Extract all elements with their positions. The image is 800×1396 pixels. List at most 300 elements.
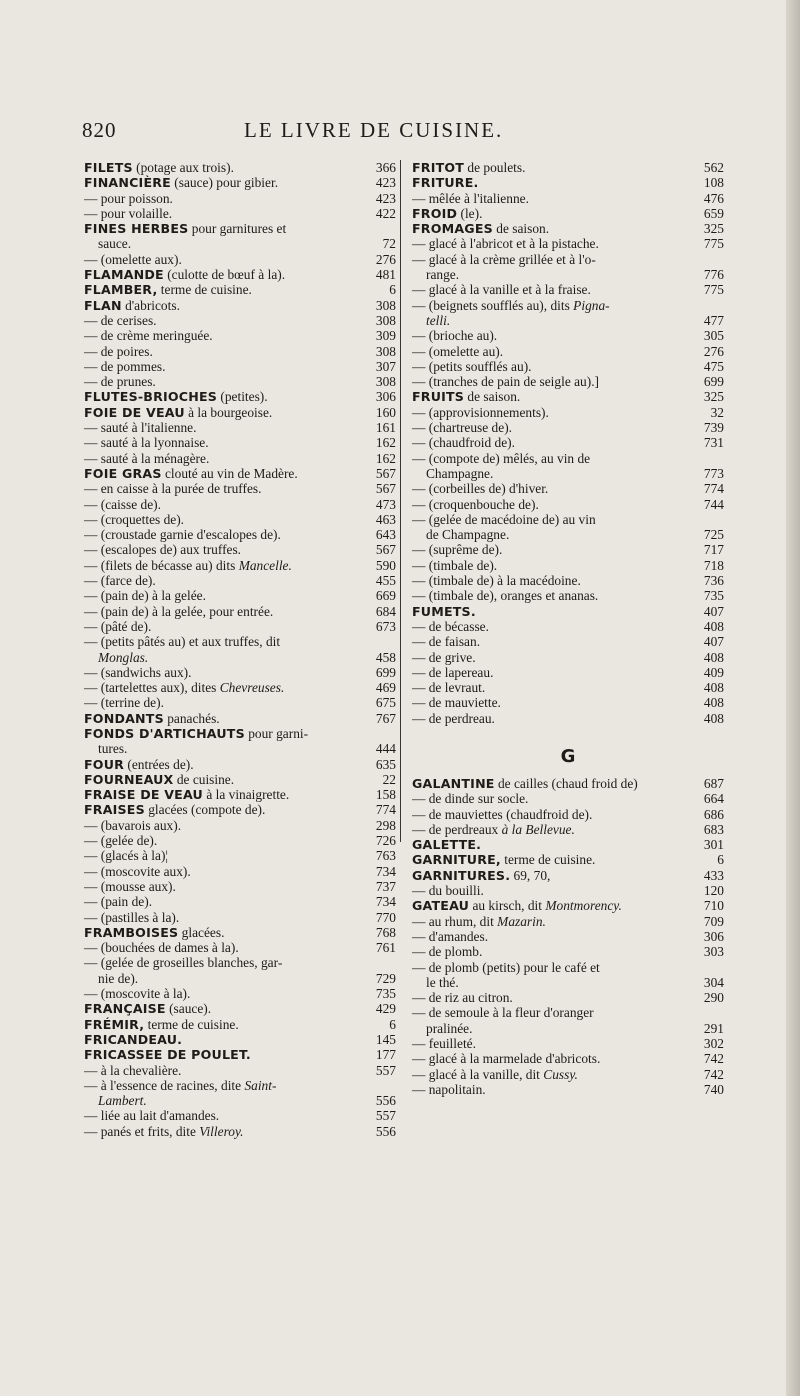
entry-text — [412, 852, 694, 867]
entry-text — [84, 252, 366, 267]
entry-text — [84, 267, 366, 282]
entry-italic-name: telli. — [426, 312, 451, 328]
entry-italic-name: Mazarin. — [497, 913, 546, 929]
entry-text — [84, 1078, 366, 1093]
entry-text — [412, 435, 694, 450]
entry-description: terme de cuisine. — [157, 282, 252, 298]
page-header — [0, 118, 800, 148]
entry-page-number: 736 — [703, 573, 724, 589]
entry-description: — (moscovite aux). — [84, 863, 191, 879]
entry-description: — glacé à la vanille, dit — [412, 1066, 544, 1082]
index-entry — [84, 619, 396, 634]
entry-description: — (pain de) à la gelée. — [84, 588, 206, 604]
entry-text — [412, 466, 694, 481]
index-entry — [84, 466, 396, 481]
entry-description: — (pâté de). — [84, 618, 152, 634]
entry-text — [412, 588, 694, 603]
index-entry — [412, 175, 724, 190]
entry-text — [84, 695, 366, 710]
entry-description: — glacé à la marmelade d'abricots. — [412, 1051, 601, 1067]
entry-headword: FLAMBER, — [84, 282, 158, 298]
index-entry — [412, 206, 724, 221]
entry-text — [412, 558, 694, 573]
entry-text — [84, 879, 366, 894]
index-entry — [84, 191, 396, 206]
entry-headword: GALETTE. — [412, 837, 482, 853]
entry-page-number: 664 — [703, 791, 724, 807]
entry-text — [84, 313, 366, 328]
entry-text — [412, 1005, 694, 1020]
entry-italic-name: Pigna- — [573, 297, 610, 313]
entry-headword: GATEAU — [412, 898, 470, 914]
index-entry — [84, 420, 396, 435]
entry-description: sauce. — [98, 236, 132, 252]
entry-description: (le). — [457, 205, 483, 221]
index-entry — [412, 665, 724, 680]
entry-text — [412, 791, 694, 806]
entry-text — [412, 206, 694, 221]
entry-description: (sauce). — [165, 1001, 212, 1017]
entry-description: — de faisan. — [412, 634, 481, 650]
entry-description: nie de). — [98, 970, 139, 986]
entry-text — [84, 1017, 366, 1032]
entry-description: — de semoule à la fleur d'oranger — [412, 1005, 594, 1021]
entry-headword: FRAISE DE VEAU — [84, 787, 203, 803]
entry-description: — (terrine de). — [84, 695, 164, 711]
index-entry — [412, 344, 724, 359]
entry-page-number: 303 — [703, 944, 724, 960]
index-section-f — [412, 160, 724, 726]
entry-page-number: 298 — [375, 817, 396, 833]
entry-description: au kirsch, dit — [469, 898, 546, 914]
index-entry — [84, 374, 396, 389]
entry-description: pour garnitures et — [188, 221, 287, 237]
index-entry — [412, 1005, 724, 1020]
entry-page-number: 408 — [703, 618, 724, 634]
page-edge — [786, 0, 800, 1396]
entry-text — [412, 221, 694, 236]
index-entry — [412, 1051, 724, 1066]
entry-page-number: 767 — [375, 710, 396, 726]
running-title: LE LIVRE DE CUISINE. — [244, 118, 504, 142]
entry-description: — sauté à la lyonnaise. — [84, 435, 209, 451]
index-entry — [412, 588, 724, 603]
index-entry — [84, 359, 396, 374]
index-entry — [412, 619, 724, 634]
index-entry — [412, 160, 724, 175]
index-entry — [412, 191, 724, 206]
index-entry — [412, 837, 724, 852]
entry-text — [412, 837, 694, 852]
entry-page-number: 734 — [375, 863, 396, 879]
entry-page-number: 567 — [375, 542, 396, 558]
entry-page-number: 476 — [703, 190, 724, 206]
entry-page-number: 774 — [375, 802, 396, 818]
entry-description: — de poires. — [84, 343, 153, 359]
index-entry — [84, 344, 396, 359]
entry-page-number: 770 — [375, 909, 396, 925]
entry-description: — (mousse aux). — [84, 878, 176, 894]
entry-italic-name: Villeroy. — [199, 1123, 244, 1139]
index-entry — [84, 604, 396, 619]
index-entry — [412, 1067, 724, 1082]
entry-description: — (petits pâtés au) et aux truffes, dit — [84, 634, 281, 650]
entry-text — [84, 1108, 366, 1123]
entry-text — [84, 1032, 366, 1047]
entry-text — [412, 975, 694, 990]
entry-headword: FRITOT — [412, 160, 465, 175]
entry-text — [412, 914, 694, 929]
index-entry — [412, 435, 724, 450]
entry-page-number: 422 — [375, 205, 396, 221]
index-entry — [412, 960, 724, 975]
entry-description: — pour volaille. — [84, 205, 173, 221]
entry-description: panachés. — [163, 710, 220, 726]
entry-text — [84, 955, 366, 970]
index-entry — [84, 1093, 396, 1108]
index-entry — [412, 236, 724, 251]
entry-description: — (croquenbouche de). — [412, 496, 539, 512]
entry-page-number: 773 — [703, 465, 724, 481]
entry-description: — (farce de). — [84, 573, 156, 589]
entry-description: glacées. — [178, 924, 225, 940]
index-entry — [412, 807, 724, 822]
entry-page-number: 408 — [703, 649, 724, 665]
index-entry — [84, 772, 396, 787]
entry-description: range. — [426, 267, 460, 283]
index-entry — [84, 665, 396, 680]
index-entry — [412, 481, 724, 496]
entry-description: — (approvisionnements). — [412, 404, 549, 420]
index-entry — [84, 588, 396, 603]
entry-text — [412, 807, 694, 822]
entry-page-number: 469 — [375, 680, 396, 696]
entry-text — [84, 665, 366, 680]
entry-description: — (escalopes de) aux truffes. — [84, 542, 242, 558]
entry-text — [412, 898, 694, 913]
entry-page-number: 709 — [703, 913, 724, 929]
index-entry — [412, 883, 724, 898]
index-entry — [84, 864, 396, 879]
entry-description: — (beignets soufflés au), dits — [412, 297, 574, 313]
index-entry — [412, 389, 724, 404]
entry-page-number: 729 — [375, 970, 396, 986]
entry-page-number: 774 — [703, 481, 724, 497]
entry-page-number: 408 — [703, 695, 724, 711]
entry-page-number: 742 — [703, 1051, 724, 1067]
entry-text — [84, 894, 366, 909]
entry-text — [84, 405, 366, 420]
index-entry — [84, 298, 396, 313]
entry-page-number: 761 — [375, 940, 396, 956]
entry-description: — (chaudfroid de). — [412, 435, 515, 451]
entry-text — [412, 604, 694, 619]
index-entry — [84, 910, 396, 925]
index-entry — [412, 374, 724, 389]
entry-description: — sauté à la ménagère. — [84, 450, 210, 466]
entry-italic-name: à la Bellevue. — [501, 821, 575, 837]
index-entry — [412, 573, 724, 588]
entry-headword: FONDANTS — [84, 710, 164, 726]
entry-description: — (filets de bécasse au) dits — [84, 557, 239, 573]
entry-page-number: 675 — [375, 695, 396, 711]
entry-description: terme de cuisine. — [500, 852, 596, 868]
index-entry — [84, 175, 396, 190]
entry-headword: GARNITURE, — [412, 852, 501, 868]
index-entry — [84, 435, 396, 450]
entry-page-number: 635 — [375, 756, 396, 772]
entry-description: — (gelée de groseilles blanches, gar- — [84, 955, 283, 971]
entry-page-number: 177 — [375, 1047, 396, 1063]
index-entry — [412, 1021, 724, 1036]
entry-italic-name: Cussy. — [543, 1066, 578, 1082]
entry-page-number: 291 — [703, 1020, 724, 1036]
entry-page-number: 160 — [375, 404, 396, 420]
entry-text — [412, 481, 694, 496]
entry-text — [412, 191, 694, 206]
index-entry — [84, 634, 396, 649]
index-entry — [412, 914, 724, 929]
entry-page-number: 276 — [375, 251, 396, 267]
entry-headword: FOURNEAUX — [84, 771, 174, 787]
entry-italic-name: Lambert. — [98, 1093, 147, 1109]
entry-text — [84, 573, 366, 588]
entry-description: — de plomb. — [412, 944, 483, 960]
entry-page-number: 744 — [703, 496, 724, 512]
entry-page-number: 302 — [703, 1036, 724, 1052]
entry-text — [412, 711, 694, 726]
column-divider — [400, 160, 401, 842]
entry-headword: FINANCIÈRE — [84, 175, 171, 191]
entry-headword: FRAMBOISES — [84, 924, 179, 940]
entry-text — [412, 451, 694, 466]
entry-page-number: 686 — [703, 806, 724, 822]
entry-text — [412, 1082, 694, 1097]
entry-description: — glacé à la crème grillée et à l'o- — [412, 251, 596, 267]
entry-text — [84, 772, 366, 787]
entry-description: — (croquettes de). — [84, 511, 185, 527]
entry-italic-name: Mancelle. — [238, 557, 292, 573]
entry-text — [412, 298, 694, 313]
entry-text — [84, 604, 366, 619]
entry-description: — (brioche au). — [412, 328, 498, 344]
entry-page-number: 557 — [375, 1108, 396, 1124]
entry-description: — (timbale de). — [412, 557, 498, 573]
entry-page-number: 423 — [375, 175, 396, 191]
entry-description: — à la chevalière. — [84, 1062, 182, 1078]
entry-page-number: 366 — [375, 160, 396, 175]
entry-text — [84, 558, 366, 573]
index-entry — [84, 1047, 396, 1062]
index-entry — [84, 1124, 396, 1139]
entry-description: — de riz au citron. — [412, 990, 513, 1006]
entry-italic-name: Saint- — [244, 1077, 277, 1093]
entry-description: — de mauviette. — [412, 695, 501, 711]
entry-page-number: 145 — [375, 1031, 396, 1047]
entry-page-number: 325 — [703, 389, 724, 405]
entry-text — [412, 359, 694, 374]
entry-text — [84, 1063, 366, 1078]
entry-page-number: 6 — [389, 1016, 396, 1032]
entry-description: — (corbeilles de) d'hiver. — [412, 481, 549, 497]
index-entry — [412, 512, 724, 527]
entry-page-number: 475 — [703, 358, 724, 374]
entry-description: — (gelée de). — [84, 833, 158, 849]
entry-description: tures. — [98, 741, 128, 757]
entry-page-number: 710 — [703, 898, 724, 914]
entry-description: — de perdreaux — [412, 821, 502, 837]
entry-description: — au rhum, dit — [412, 913, 498, 929]
entry-page-number: 477 — [703, 312, 724, 328]
index-entry — [412, 451, 724, 466]
entry-description: — de pommes. — [84, 358, 166, 374]
entry-text — [84, 206, 366, 221]
index-entry — [412, 852, 724, 867]
entry-description: — napolitain. — [412, 1081, 486, 1097]
index-entry — [84, 328, 396, 343]
entry-headword: GARNITURES. — [412, 867, 511, 883]
entry-text — [84, 497, 366, 512]
index-entry — [412, 328, 724, 343]
index-entry — [412, 405, 724, 420]
entry-text — [84, 298, 366, 313]
index-entry — [412, 695, 724, 710]
index-entry — [84, 1017, 396, 1032]
entry-description: — de dinde sur socle. — [412, 791, 529, 807]
entry-text — [84, 940, 366, 955]
entry-page-number: 458 — [375, 649, 396, 665]
entry-headword: FRITURE. — [412, 175, 479, 191]
entry-headword: FRÉMIR, — [84, 1016, 145, 1032]
index-section-g — [412, 776, 724, 1097]
entry-page-number: 590 — [375, 557, 396, 573]
index-entry — [84, 1108, 396, 1123]
entry-description: terme de cuisine. — [144, 1016, 239, 1032]
index-entry — [412, 944, 724, 959]
entry-description: — de cerises. — [84, 312, 157, 328]
entry-headword: FRICANDEAU. — [84, 1031, 183, 1047]
entry-text — [84, 374, 366, 389]
entry-description: — (timbale de) à la macédoine. — [412, 573, 581, 589]
index-entry — [84, 1032, 396, 1047]
entry-page-number: 108 — [703, 175, 724, 191]
index-entry — [84, 313, 396, 328]
entry-text — [412, 374, 694, 389]
entry-text — [84, 1124, 366, 1139]
entry-text — [412, 695, 694, 710]
entry-description: de cailles (chaud froid de) — [494, 775, 638, 791]
entry-text — [84, 420, 366, 435]
index-entry — [412, 898, 724, 913]
entry-text — [412, 665, 694, 680]
index-entry — [412, 542, 724, 557]
entry-page-number: 408 — [703, 680, 724, 696]
entry-description: de saison. — [492, 221, 550, 237]
entry-page-number: 643 — [375, 527, 396, 543]
entry-description: — liée au lait d'amandes. — [84, 1108, 220, 1124]
entry-page-number: 301 — [703, 837, 724, 853]
entry-description: — (chartreuse de). — [412, 420, 513, 436]
entry-text — [84, 191, 366, 206]
entry-text — [84, 236, 366, 251]
index-entry — [84, 955, 396, 970]
index-entry — [84, 160, 396, 175]
entry-description: d'abricots. — [121, 297, 180, 313]
entry-text — [412, 236, 694, 251]
entry-text — [412, 389, 694, 404]
entry-text — [412, 282, 694, 297]
entry-page-number: 309 — [375, 328, 396, 344]
entry-description: — (croustade garnie d'escalopes de). — [84, 527, 281, 543]
index-entry — [84, 512, 396, 527]
entry-page-number: 687 — [703, 775, 724, 791]
index-entry — [412, 650, 724, 665]
entry-text — [84, 757, 366, 772]
entry-page-number: 276 — [703, 343, 724, 359]
entry-description: — (timbale de), oranges et ananas. — [412, 588, 599, 604]
entry-headword: GALANTINE — [412, 775, 495, 791]
entry-description: — glacé à la vanille et à la fraise. — [412, 282, 591, 298]
entry-text — [412, 619, 694, 634]
entry-description: (entrées de). — [124, 756, 194, 772]
index-entry — [412, 497, 724, 512]
entry-description: — mêlée à l'italienne. — [412, 190, 529, 206]
entry-text — [412, 929, 694, 944]
entry-page-number: 463 — [375, 511, 396, 527]
index-entry — [412, 1036, 724, 1051]
entry-description: (potage aux trois). — [132, 160, 234, 175]
entry-description: — (petits soufflés au). — [412, 358, 532, 374]
entry-headword: FONDS D'ARTICHAUTS — [84, 725, 245, 741]
entry-page-number: 161 — [375, 420, 396, 436]
index-entry — [412, 990, 724, 1005]
entry-page-number: 481 — [375, 267, 396, 283]
entry-description: à la vinaigrette. — [202, 787, 290, 803]
entry-text — [412, 328, 694, 343]
entry-page-number: 725 — [703, 527, 724, 543]
entry-page-number: 699 — [375, 664, 396, 680]
entry-text — [84, 282, 366, 297]
entry-text — [84, 741, 366, 756]
entry-page-number: 567 — [375, 465, 396, 481]
index-entry — [84, 1063, 396, 1078]
index-entry — [84, 802, 396, 817]
index-entry — [412, 634, 724, 649]
index-entry — [84, 757, 396, 772]
entry-page-number: 308 — [375, 297, 396, 313]
entry-headword: FLAMANDE — [84, 267, 164, 283]
entry-text — [412, 542, 694, 557]
entry-headword: FOUR — [84, 756, 125, 772]
index-entry — [412, 791, 724, 806]
entry-headword: FRUITS — [412, 389, 465, 405]
entry-page-number: 556 — [375, 1093, 396, 1109]
entry-description: (petites). — [217, 389, 268, 405]
entry-text — [412, 160, 694, 175]
index-entry — [412, 420, 724, 435]
entry-description: — de perdreau. — [412, 710, 495, 726]
entry-page-number: 775 — [703, 282, 724, 298]
entry-description: — (pain de). — [84, 894, 153, 910]
index-entry — [84, 1078, 396, 1093]
index-entry — [84, 650, 396, 665]
entry-text — [412, 313, 694, 328]
index-entry — [84, 405, 396, 420]
entry-text — [84, 1001, 366, 1016]
entry-text — [84, 451, 366, 466]
entry-page-number: 308 — [375, 312, 396, 328]
entry-text — [84, 359, 366, 374]
